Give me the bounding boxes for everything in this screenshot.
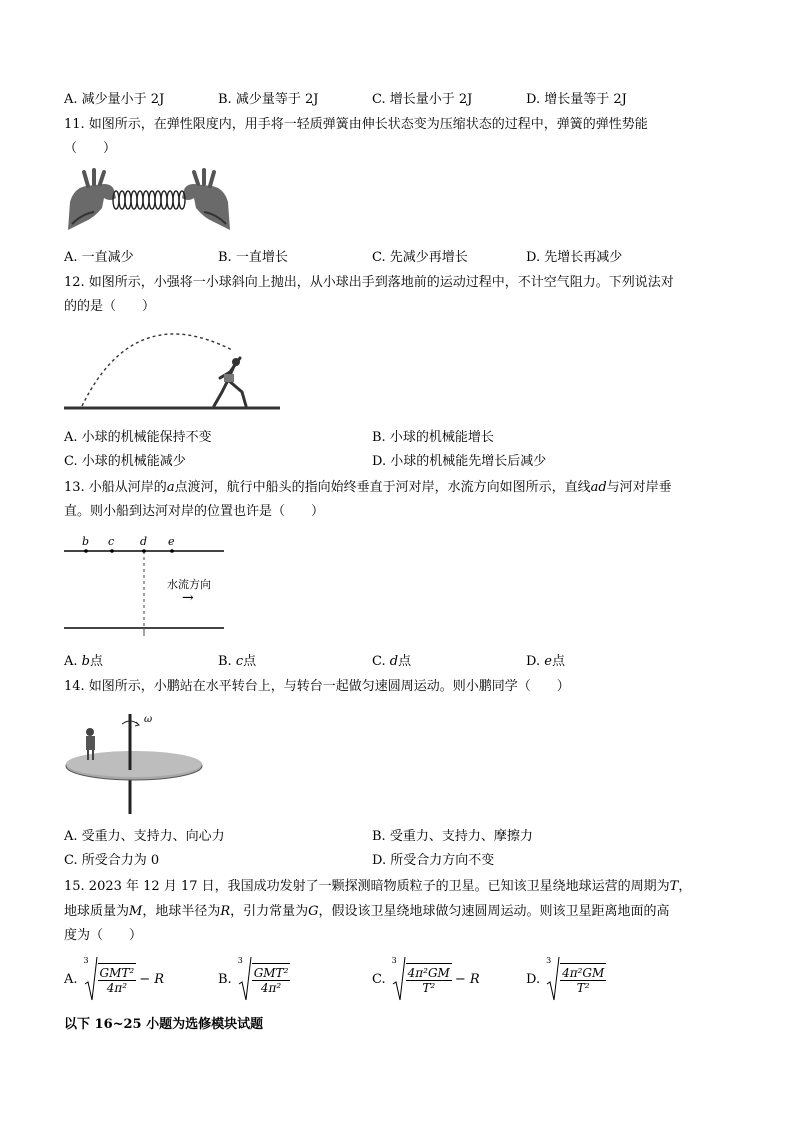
q13-option-c: C. d点: [372, 654, 412, 669]
omega-label: ω: [144, 714, 153, 725]
q15-option-c: C. 3 $\frac{\text{4π²GM}}{\text{T²}}$ − R: [372, 956, 480, 1002]
q13-stem-line1: 13. 小船从河岸的a点渡河，航行中船头的指向始终垂直于河对岸，水流方向如图所示，直线ad与河对岸垂: [64, 480, 672, 495]
river-label-b: b: [82, 535, 90, 548]
q12-stem-line1: 12. 如图所示，小强将一小球斜向上抛出，从小球出手到落地前的运动过程中，不计空气阻力。下列说法对: [64, 275, 674, 290]
q13-stem-line2: 直。则小船到达河对岸的位置也许是（ ）: [64, 504, 325, 519]
flow-arrow-icon: →: [182, 590, 194, 606]
q12-option-d: D. 小球的机械能先增长后减少: [372, 454, 547, 469]
q11-option-b: B. 一直增长: [218, 250, 288, 265]
river-label-c: c: [108, 535, 115, 548]
river-label-d: d: [140, 535, 148, 548]
q12-stem-line2: 的的是（ ）: [64, 299, 156, 314]
q14-option-b: B. 受重力、支持力、摩擦力: [372, 829, 533, 844]
q11-stem-line1: 11. 如图所示，在弹性限度内，用手将一轻质弹簧由伸长状态变为压缩状态的过程中，弹簧的弹性势能: [64, 117, 648, 132]
q12-option-c: C. 小球的机械能减少: [64, 454, 186, 469]
river-figure: [64, 536, 224, 640]
q13-option-b: B. c点: [218, 654, 257, 669]
q10-option-d: D. 增长量等于 2J: [526, 92, 627, 107]
q13-option-d: D. e点: [526, 654, 565, 669]
q10-option-c: C. 增长量小于 2J: [372, 92, 473, 107]
q14-option-c: C. 所受合力为 0: [64, 853, 160, 868]
q15-option-b: B. 3 $\frac{\text{GMT²}}{\text{4π²}}$: [218, 956, 293, 1002]
q10-option-b: B. 减少量等于 2J: [218, 92, 319, 107]
q12-option-a: A. 小球的机械能保持不变: [64, 430, 212, 445]
q15-option-a: A. 3 $\frac{\text{GMT²}}{\text{4π²}}$ − R: [64, 956, 164, 1002]
river-label-e: e: [168, 535, 175, 548]
q14-stem: 14. 如图所示，小鹏站在水平转台上，与转台一起做匀速圆周运动。则小鹏同学（ ）: [64, 679, 570, 694]
q11-option-c: C. 先减少再增长: [372, 250, 468, 265]
q12-option-b: B. 小球的机械能增长: [372, 430, 494, 445]
q15-stem-line1: 15. 2023 年 12 月 17 日，我国成功发射了一颗探测暗物质粒子的卫星。已知该卫星绕地球运营的周期为T，: [64, 879, 692, 894]
q13-option-a: A. b点: [64, 654, 104, 669]
q15-option-d: D. 3 $\frac{\text{4π²GM}}{\text{T²}}$: [526, 956, 609, 1002]
q14-option-d: D. 所受合力方向不变: [372, 853, 495, 868]
flow-direction-label: 水流方向: [167, 578, 211, 591]
ball-throw-figure: [64, 328, 280, 414]
q10-option-a: A. 减少量小于 2J: [64, 92, 165, 107]
q11-stem-line2: （ ）: [64, 141, 117, 156]
q15-stem-line3: 度为（ ）: [64, 928, 143, 943]
turntable-figure: [64, 710, 210, 818]
q14-option-a: A. 受重力、支持力、向心力: [64, 829, 225, 844]
q11-option-d: D. 先增长再减少: [526, 250, 623, 265]
q15-stem-line2: 地球质量为M，地球半径为R，引力常量为G，假设该卫星绕地球做匀速圆周运动。则该卫星距离地面的高: [64, 904, 670, 919]
section-title: 以下 16~25 小题为选修模块试题: [64, 1017, 264, 1032]
spring-hands-figure: [64, 168, 234, 234]
q11-option-a: A. 一直减少: [64, 250, 134, 265]
